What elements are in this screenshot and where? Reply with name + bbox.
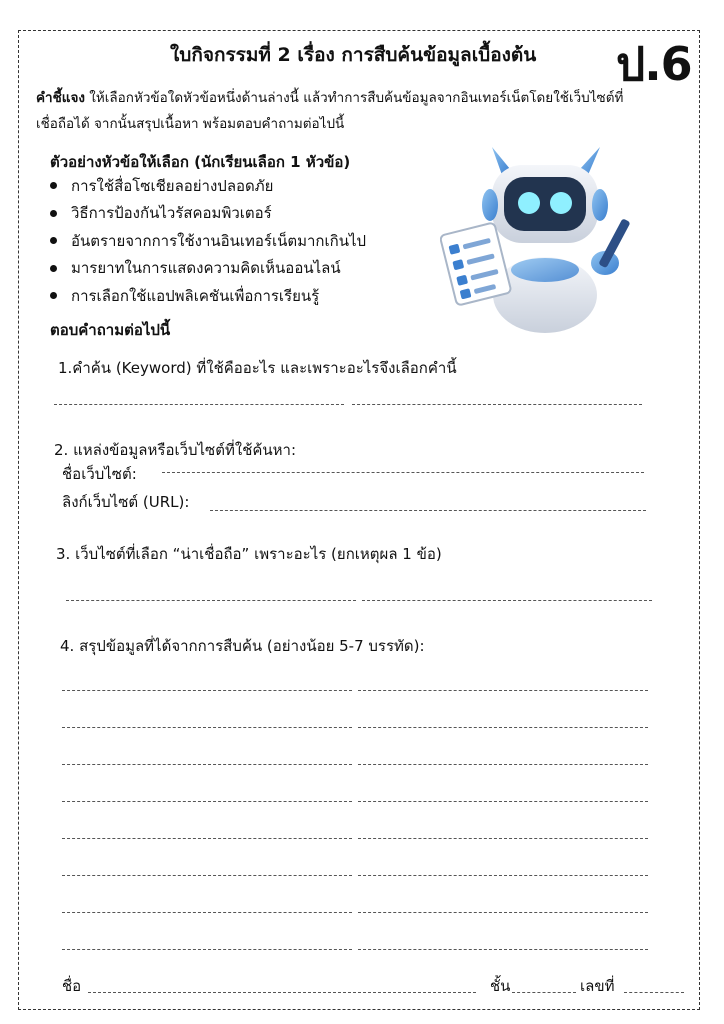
summary-line[interactable]: [358, 838, 648, 839]
topic-item: อันตรายจากการใช้งานอินเทอร์เน็ตมากเกินไป: [50, 227, 366, 255]
summary-line[interactable]: [358, 949, 648, 950]
summary-line[interactable]: [358, 875, 648, 876]
bullet-icon: [50, 182, 57, 189]
bullet-icon: [50, 292, 57, 299]
topic-item: มารยาทในการแสดงความคิดเห็นออนไลน์: [50, 255, 366, 283]
topic-list: [50, 172, 366, 310]
instructions-label: คำชี้แจง: [36, 90, 85, 106]
website-name-label: ชื่อเว็บไซต์:: [62, 465, 137, 483]
website-name-field[interactable]: [162, 472, 644, 473]
topic-item: วิธีการป้องกันไวรัสคอมพิวเตอร์: [50, 200, 366, 228]
website-url-field[interactable]: [210, 510, 646, 511]
summary-line[interactable]: [358, 690, 648, 691]
summary-line[interactable]: [62, 727, 352, 728]
summary-line[interactable]: [62, 764, 352, 765]
summary-line[interactable]: [62, 875, 352, 876]
summary-line[interactable]: [62, 949, 352, 950]
topic-item: การใช้สื่อโซเชียลอย่างปลอดภัย: [50, 172, 366, 200]
summary-line[interactable]: [62, 912, 352, 913]
summary-line[interactable]: [358, 727, 648, 728]
question-4: 4. สรุปข้อมูลที่ได้จากการสืบค้น (อย่างน้อย 5-7 บรรทัด):: [60, 637, 425, 655]
answer-line[interactable]: [66, 600, 356, 601]
student-number-label: เลขที่: [580, 977, 615, 995]
questions-heading: ตอบคำถามต่อไปนี้: [50, 321, 171, 339]
answer-line[interactable]: [362, 600, 652, 601]
question-1: 1.คำค้น (Keyword) ที่ใช้คืออะไร และเพราะอะไรจึงเลือกคำนี้: [58, 359, 457, 377]
robot-icon: [440, 135, 650, 335]
class-field[interactable]: [512, 992, 576, 993]
summary-line[interactable]: [358, 912, 648, 913]
worksheet-title: ใบกิจกรรมที่ 2 เรื่อง การสืบค้นข้อมูลเบื้องต้น: [170, 44, 537, 66]
examples-heading: ตัวอย่างหัวข้อให้เลือก (นักเรียนเลือก 1 หัวข้อ): [50, 153, 351, 171]
bullet-icon: [50, 237, 57, 244]
question-3: 3. เว็บไซต์ที่เลือก “น่าเชื่อถือ” เพราะอะไร (ยกเหตุผล 1 ข้อ): [56, 545, 442, 563]
instructions-line-1: [36, 86, 623, 108]
student-name-label: ชื่อ: [62, 977, 82, 995]
summary-line[interactable]: [62, 801, 352, 802]
bullet-icon: [50, 210, 57, 217]
website-url-label: ลิงก์เว็บไซต์ (URL):: [62, 493, 190, 511]
summary-line[interactable]: [62, 690, 352, 691]
summary-line[interactable]: [358, 764, 648, 765]
bullet-icon: [50, 265, 57, 272]
answer-line[interactable]: [352, 404, 642, 405]
class-label: ชั้น: [490, 977, 511, 995]
student-name-field[interactable]: [88, 992, 476, 993]
topic-item: การเลือกใช้แอปพลิเคชันเพื่อการเรียนรู้: [50, 282, 366, 310]
answer-line[interactable]: [54, 404, 344, 405]
instructions-text-1: ให้เลือกหัวข้อใดหัวข้อหนึ่งด้านล่างนี้ แล้วทำการสืบค้นข้อมูลจากอินเทอร์เน็ตโดยใช้เว็บไซต์ที่: [89, 90, 624, 106]
student-number-field[interactable]: [624, 992, 684, 993]
instructions-line-2: เชื่อถือได้ จากนั้นสรุปเนื้อหา พร้อมตอบคำถามต่อไปนี้: [36, 116, 345, 132]
grade-label: ป.6: [616, 37, 692, 91]
question-2: 2. แหล่งข้อมูลหรือเว็บไซต์ที่ใช้ค้นหา:: [54, 441, 297, 459]
summary-line[interactable]: [62, 838, 352, 839]
summary-line[interactable]: [358, 801, 648, 802]
